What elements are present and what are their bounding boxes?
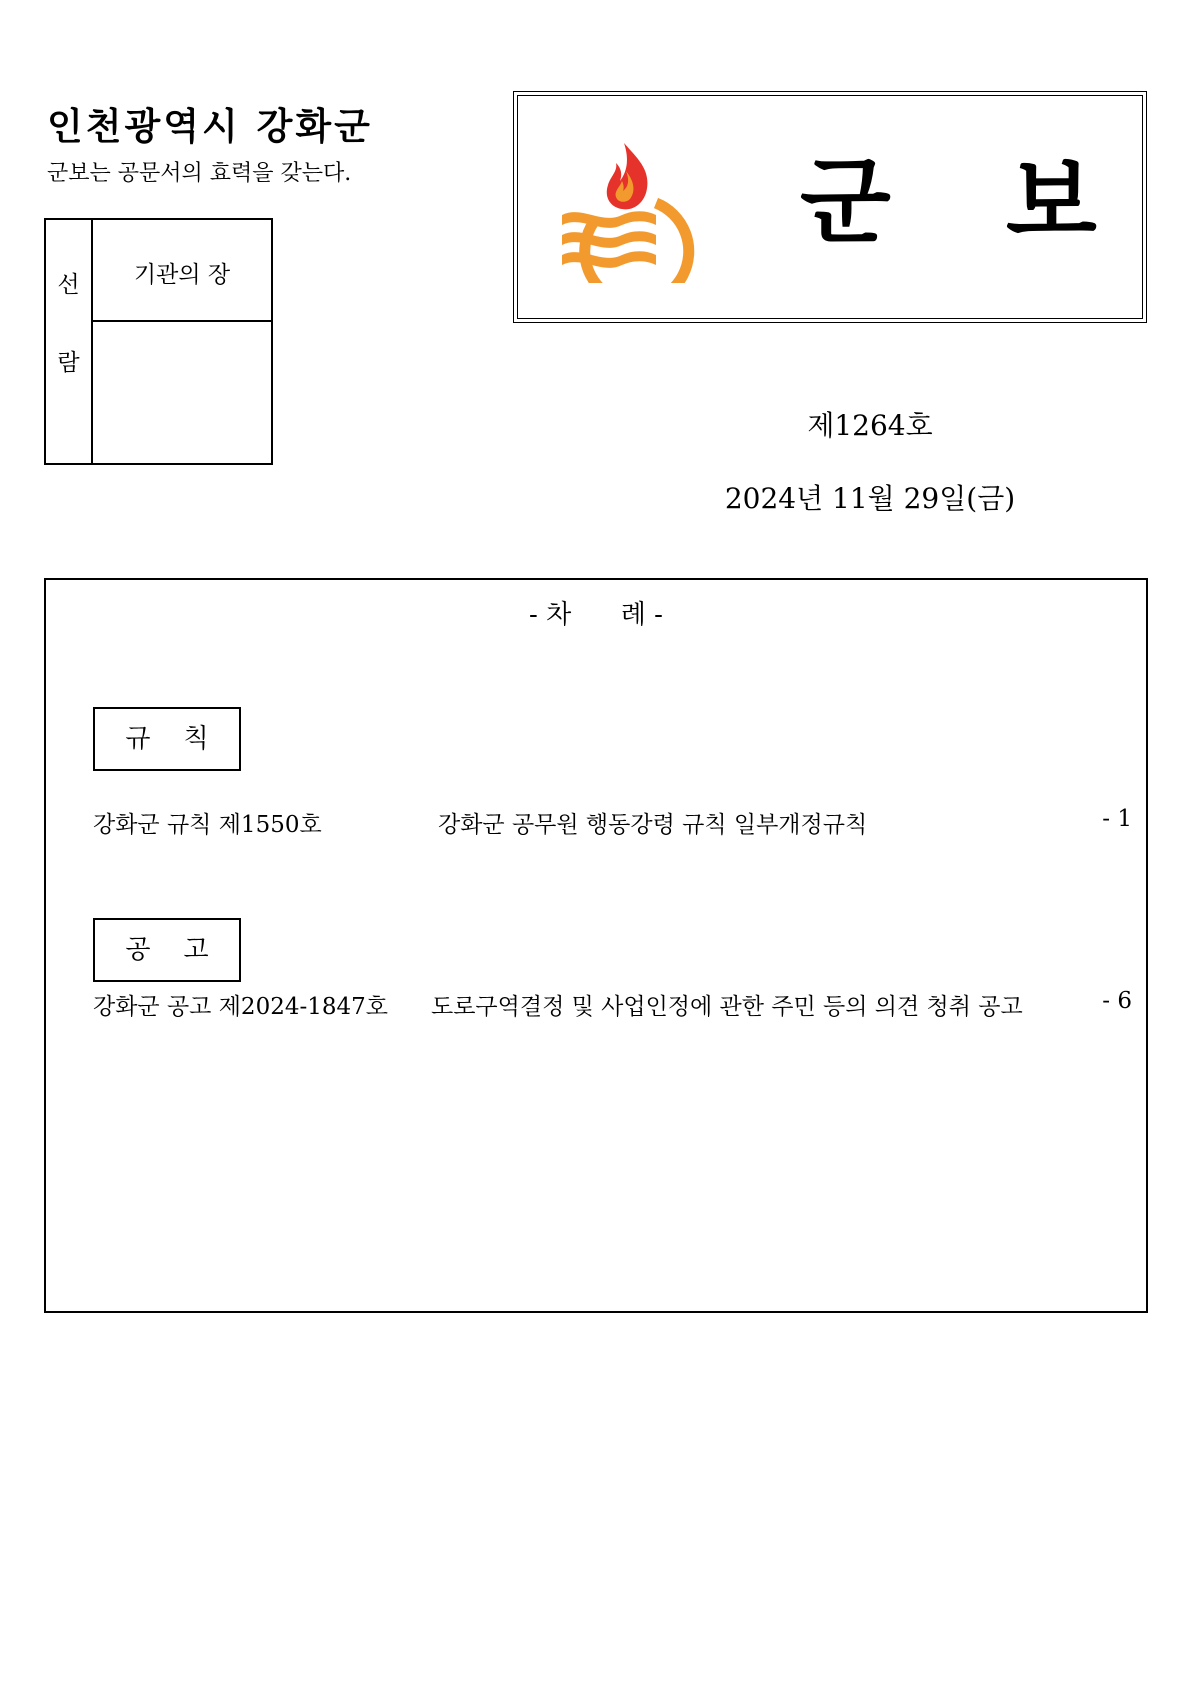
toc-entry[interactable] <box>93 988 1132 1020</box>
toc-title: - 차 례 - <box>529 600 663 630</box>
masthead-title-char-1: 군 <box>800 148 891 257</box>
issue-number: 제1264호 <box>807 409 933 442</box>
entry-title: 도로구역결정 및 사업인정에 관한 주민 등의 의견 청취 공고 <box>431 994 1023 1020</box>
review-side-char-1: 선 <box>57 272 80 298</box>
review-head-label: 기관의 장 <box>93 220 271 322</box>
entry-title: 강화군 공무원 행동강령 규칙 일부개정규칙 <box>438 812 868 838</box>
toc-entry[interactable] <box>93 806 1132 838</box>
issue-date: 2024년 11월 29일(금) <box>724 482 1016 515</box>
review-side-column <box>46 220 93 463</box>
review-stamp-box <box>44 218 273 465</box>
masthead-title-char-2: 보 <box>1006 148 1097 257</box>
masthead-box <box>513 91 1147 323</box>
masthead-inner <box>517 95 1143 319</box>
org-subtitle: 군보는 공문서의 효력을 갖는다. <box>47 161 352 186</box>
review-side-char-2: 람 <box>57 350 80 376</box>
ganghwa-emblem-icon <box>560 141 695 283</box>
table-of-contents <box>44 578 1148 1313</box>
section-heading-rules: 규 칙 <box>93 707 241 771</box>
org-title: 인천광역시 강화군 <box>47 105 373 148</box>
section-heading-notices: 공 고 <box>93 918 241 982</box>
entry-page: - 1 <box>1102 806 1132 832</box>
entry-reference: 강화군 공고 제2024-1847호 <box>93 994 388 1020</box>
entry-reference: 강화군 규칙 제1550호 <box>93 812 322 838</box>
entry-page: - 6 <box>1102 988 1132 1014</box>
